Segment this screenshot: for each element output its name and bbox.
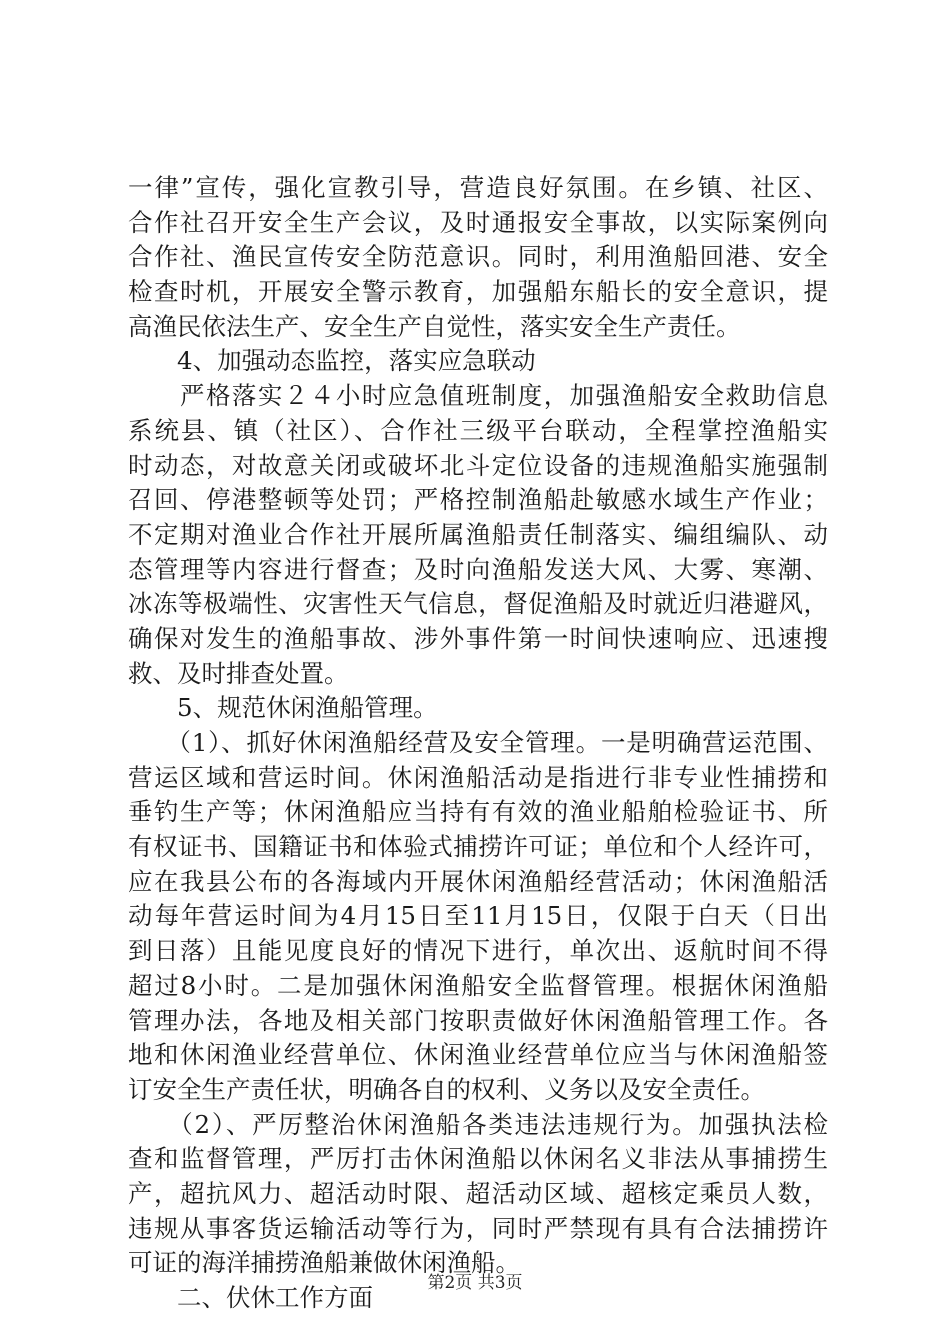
text-line: （1）、抓好休闲渔船经营及安全管理。一是明确营运范围、 xyxy=(128,728,828,757)
text-line: 确保对发生的渔船事故、涉外事件第一时间快速响应、迅速搜 xyxy=(128,623,828,653)
text-line: 到日落）且能见度良好的情况下进行，单次出、返航时间不得 xyxy=(128,936,828,966)
text-line: 检查时机，开展安全警示教育，加强船东船长的安全意识，提 xyxy=(128,277,828,307)
section-heading-5: 5、规范休闲渔船管理。 xyxy=(128,693,438,723)
text-line: 召回、停港整顿等处罚；严格控制渔船赴敏感水域生产作业； xyxy=(128,485,828,515)
text-line: 查和监督管理，严厉打击休闲渔船以休闲名义非法从事捕捞生 xyxy=(128,1144,828,1174)
paragraph-end-line: 可证的海洋捕捞渔船兼做休闲渔船。 xyxy=(128,1248,520,1278)
text-line: 管理办法，各地及相关部门按职责做好休闲渔船管理工作。各 xyxy=(128,1005,828,1035)
paragraph-end-line: 高渔民依法生产、安全生产自觉性，落实安全生产责任。 xyxy=(128,311,741,341)
text-line: 有权证书、国籍证书和体验式捕捞许可证；单位和个人经许可， xyxy=(128,832,828,862)
page-footer: 第2页 共3页 xyxy=(427,1273,523,1293)
text-line: （2）、严厉整治休闲渔船各类违法违规行为。加强执法检 xyxy=(128,1109,828,1139)
text-line: 垂钓生产等；休闲渔船应当持有有效的渔业船舶检验证书、所 xyxy=(128,797,828,827)
text-line: 违规从事客货运输活动等行为，同时严禁现有具有合法捕捞许 xyxy=(128,1213,828,1243)
paragraph-end-line: 救、及时排查处置。 xyxy=(128,658,349,688)
text-line: 一律”宣传，强化宣教引导，营造良好氛围。在乡镇、社区、 xyxy=(128,173,828,202)
text-line: 应在我县公布的各海域内开展休闲渔船经营活动；休闲渔船活 xyxy=(128,866,828,896)
text-line: 时动态，对故意关闭或破坏北斗定位设备的违规渔船实施强制 xyxy=(128,450,828,480)
text-line: 超过8小时。二是加强休闲渔船安全监督管理。根据休闲渔船 xyxy=(128,970,828,1000)
text-line: 严格落实２４小时应急值班制度，加强渔船安全救助信息 xyxy=(128,381,828,411)
text-line: 系统县、镇（社区）、合作社三级平台联动，全程掌控渔船实 xyxy=(128,415,828,445)
text-line: 合作社、渔民宣传安全防范意识。同时，利用渔船回港、安全 xyxy=(128,242,828,272)
section-heading-4: 4、加强动态监控，落实应急联动 xyxy=(128,346,536,376)
text-line: 地和休闲渔业经营单位、休闲渔业经营单位应当与休闲渔船签 xyxy=(128,1040,828,1070)
paragraph-end-line: 订安全生产责任状，明确各自的权利、义务以及安全责任。 xyxy=(128,1074,765,1104)
text-line: 营运区域和营运时间。休闲渔船活动是指进行非专业性捕捞和 xyxy=(128,762,828,792)
text-line: 合作社召开安全生产会议，及时通报安全事故，以实际案例向 xyxy=(128,207,828,237)
text-line: 产，超抗风力、超活动时限、超活动区域、超核定乘员人数， xyxy=(128,1178,828,1208)
text-line: 态管理等内容进行督查；及时向渔船发送大风、大雾、寒潮、 xyxy=(128,554,828,584)
text-line: 冰冻等极端性、灾害性天气信息，督促渔船及时就近归港避风， xyxy=(128,589,828,619)
text-line: 动每年营运时间为4月15日至11月15日，仅限于白天（日出 xyxy=(128,901,828,931)
text-line: 不定期对渔业合作社开展所属渔船责任制落实、编组编队、动 xyxy=(128,519,828,549)
document-body xyxy=(128,171,828,1316)
section-heading-2: 二、伏休工作方面 xyxy=(128,1283,373,1312)
